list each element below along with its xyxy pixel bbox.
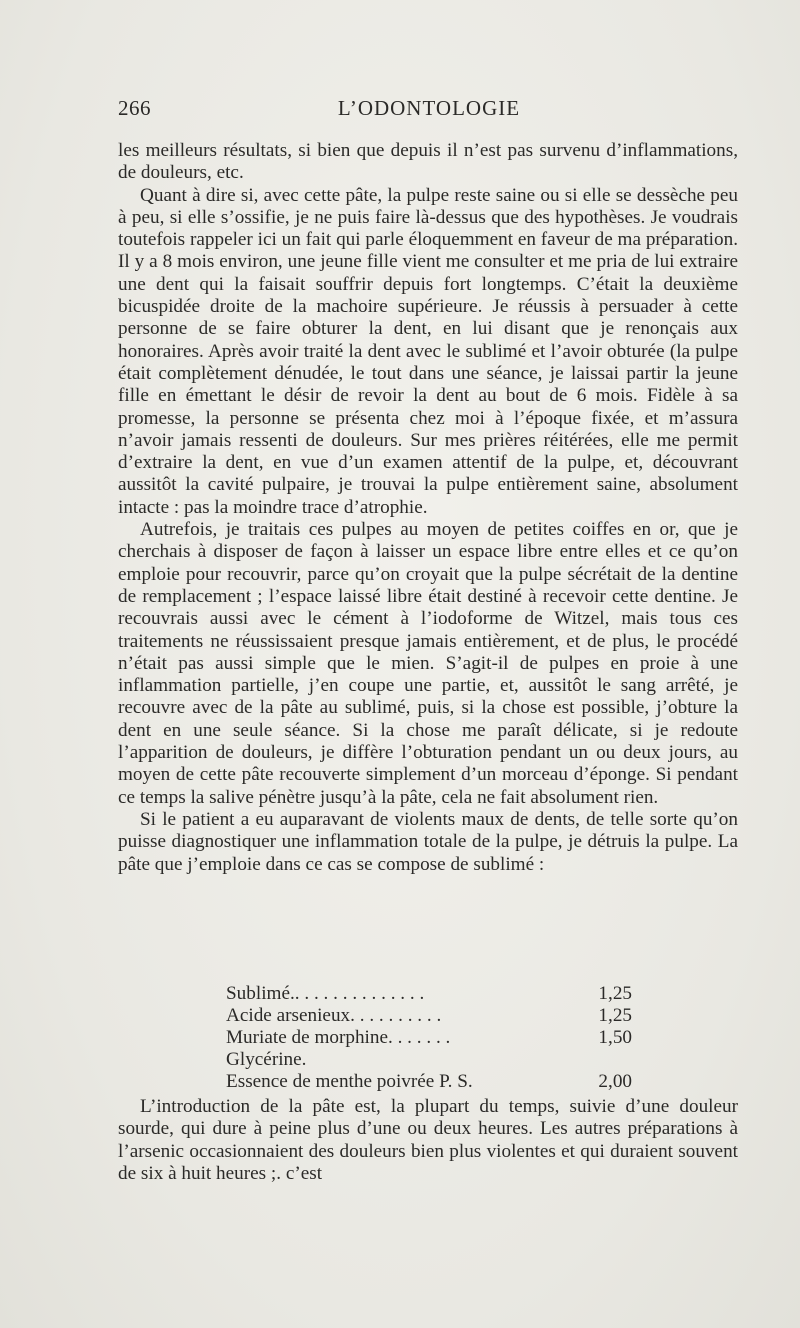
closing-text bbox=[118, 1096, 738, 1185]
formula-row bbox=[226, 1027, 632, 1049]
ingredient-quantity: 2,00 bbox=[598, 1071, 632, 1092]
paragraph: les meilleurs résultats, si bien que depuis il n’est pas survenu d’inflammations, de douleurs, etc. bbox=[118, 140, 738, 184]
ingredient-name: Acide arsenieux. . . . . . . . . . bbox=[226, 1005, 442, 1026]
formula-row bbox=[226, 1071, 632, 1093]
paragraph: Si le patient a eu auparavant de violents maux de dents, de telle sorte qu’on puisse diagnostiquer une inflammation totale de la pulpe, je détruis la pulpe. La pâte que j’emploie dans ce cas se compose de sublimé : bbox=[118, 808, 738, 875]
paragraph: Quant à dire si, avec cette pâte, la pulpe reste saine ou si elle se dessèche peu à peu, si elle s’ossifie, je ne puis faire là-dessus que des hypothèses. Je voudrais toutefois rappeler ici un fait qui parle éloquemment en faveur de ma préparation. Il y a 8 mois environ, une jeune fille vient me consulter et me pria de lui extraire une dent qui la faisait souffrir depuis fort longtemps. C’était la deuxième bicuspidée droite de la machoire supérieure. Je réussis à persuader à cette personne de se faire obturer la dent, en lui disant que je renonçais aux honoraires. Après avoir traité la dent avec le sublimé et l’avoir obturée (la pulpe était complètement dénudée, le tout dans une séance, je laissai partir la jeune fille en émettant le désir de revoir la dent au bout de 6 mois. Fidèle à sa promesse, la personne se présenta chez moi à l’époque fixée, et m’assura n’avoir jamais ressenti de douleurs. Sur mes prières réitérées, elle me permit d’extraire la dent, en vue d’un examen attentif de la pulpe, et, découvrant aussitôt la cavité pulpaire, je trouvai la pulpe entièrement saine, absolument intacte : pas la moindre trace d’atrophie. bbox=[118, 184, 738, 518]
paragraph: L’introduction de la pâte est, la plupart du temps, suivie d’une douleur sourde, qui dure à peine plus d’une ou deux heures. Les autres préparations à l’arsenic occasionnaient des douleurs bien plus violentes et qui duraient souvent de six à huit heures ;. c’est bbox=[118, 1096, 738, 1184]
ingredient-quantity: 1,25 bbox=[598, 983, 632, 1004]
running-title: L’ODONTOLOGIE bbox=[337, 96, 521, 120]
ingredient-name: Muriate de morphine. . . . . . . bbox=[226, 1027, 451, 1048]
body-text bbox=[118, 140, 738, 876]
ingredient-name: Essence de menthe poivrée P. S. bbox=[226, 1071, 473, 1092]
ingredient-quantity: 1,25 bbox=[598, 1005, 632, 1026]
formula-row bbox=[226, 983, 632, 1005]
ingredient-quantity: 1,50 bbox=[598, 1027, 632, 1048]
paragraph: Autrefois, je traitais ces pulpes au moyen de petites coiffes en or, que je cherchais à disposer de façon à laisser un espace libre entre elles et ce qu’on emploie pour recouvrir, parce qu’on croyait que la pulpe sécrétait de la dentine de remplacement ; l’espace laissé libre était destiné à recevoir cette dentine. Je recouvrais aussi avec le cément à l’iodoforme de Witzel, mais tous ces traitements ne réussissaient presque jamais entièrement, et de plus, le procédé n’était pas aussi simple que le mien. S’agit-il de pulpes en proie à une inflammation partielle, j’en coupe une partie, et, aussitôt le sang arrêté, je recouvre avec de la pâte au sublimé, puis, si la chose est possible, j’obture la dent en une seule séance. Si la chose me paraît délicate, si je redoute l’apparition de douleurs, je diffère l’obturation pendant un ou deux jours, au moyen de cette pâte recouverte simplement d’un morceau d’éponge. Si pendant ce temps la salive pénètre jusqu’à la pâte, cela ne fait absolument rien. bbox=[118, 519, 738, 808]
page-header bbox=[118, 96, 740, 124]
formula-list bbox=[226, 983, 632, 1093]
ingredient-name: Glycérine. bbox=[226, 1049, 307, 1070]
formula-row bbox=[226, 1005, 632, 1027]
ingredient-name: Sublimé.. . . . . . . . . . . . . . bbox=[226, 983, 425, 1004]
page-number: 266 bbox=[118, 96, 151, 120]
formula-row bbox=[226, 1049, 632, 1071]
